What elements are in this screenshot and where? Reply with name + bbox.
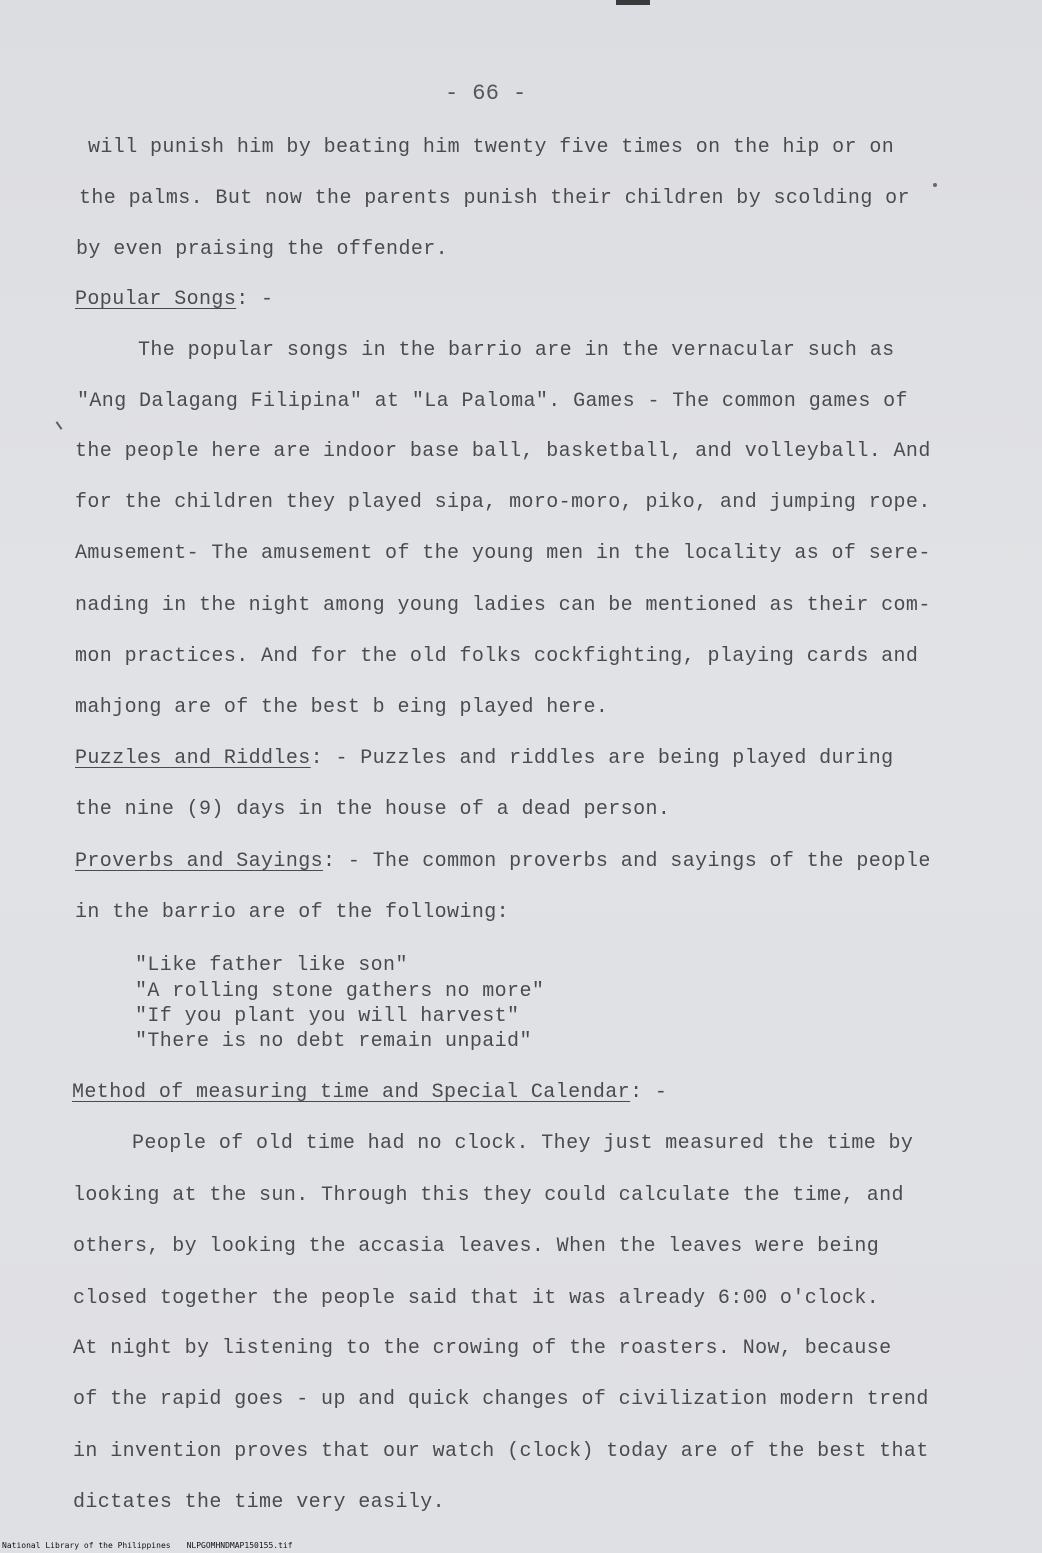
- proverb-quote: "Like father like son": [135, 954, 408, 977]
- text-line: "Ang Dalagang Filipina" at "La Paloma". Games - The common games of: [77, 390, 908, 413]
- footer-library: National Library of the Philippines: [2, 1541, 171, 1550]
- text-line: At night by listening to the crowing of the roasters. Now, because: [73, 1337, 892, 1360]
- text-line: looking at the sun. Through this they could calculate the time, and: [73, 1184, 904, 1207]
- text-line: The popular songs in the barrio are in the vernacular such as: [138, 339, 895, 362]
- heading-text: Puzzles and Riddles: [75, 747, 311, 770]
- heading-text: Popular Songs: [75, 288, 237, 311]
- heading-suffix: : - The common proverbs and sayings of the people: [323, 850, 931, 873]
- proverb-quote: "A rolling stone gathers no more": [135, 980, 545, 1003]
- proverb-quote: "There is no debt remain unpaid": [135, 1030, 532, 1053]
- text-line: in invention proves that our watch (clock) today are of the best that: [73, 1440, 929, 1463]
- section-heading-puzzles: [75, 747, 894, 771]
- text-line: nading in the night among young ladies can be mentioned as their com-: [75, 594, 931, 617]
- text-line: will punish him by beating him twenty five times on the hip or on: [88, 136, 895, 159]
- text-line: the nine (9) days in the house of a dead person.: [75, 798, 671, 821]
- section-heading-proverbs: [75, 850, 931, 874]
- heading-text: Proverbs and Sayings: [75, 850, 324, 873]
- proverb-quote: "If you plant you will harvest": [135, 1005, 520, 1028]
- text-line: of the rapid goes - up and quick changes of civilization modern trend: [73, 1388, 929, 1411]
- text-line: for the children they played sipa, moro-moro, piko, and jumping rope.: [75, 491, 931, 514]
- text-line: dictates the time very easily.: [73, 1491, 446, 1514]
- text-line: others, by looking the accasia leaves. When the leaves were being: [73, 1235, 880, 1258]
- page-number: - 66 -: [445, 81, 527, 106]
- paper-speck: [933, 183, 937, 187]
- heading-text: Method of measuring time and Special Calendar: [72, 1081, 631, 1104]
- section-heading-popular-songs: [75, 288, 273, 312]
- text-line: People of old time had no clock. They just measured the time by: [132, 1132, 914, 1155]
- text-line: the palms. But now the parents punish their children by scolding or: [79, 187, 910, 210]
- text-line: mon practices. And for the old folks cockfighting, playing cards and: [75, 645, 919, 668]
- text-line: Amusement- The amusement of the young men in the locality as of sere-: [75, 542, 931, 565]
- text-line: in the barrio are of the following:: [75, 901, 510, 924]
- scan-footer: [2, 1541, 309, 1550]
- footer-filename: NLPGOMHNDMAP150155.tif: [186, 1541, 293, 1550]
- stray-pen-mark: [56, 421, 63, 430]
- binding-mark: [616, 0, 650, 5]
- section-heading-time: [72, 1081, 667, 1105]
- text-line: mahjong are of the best b eing played here.: [75, 696, 609, 719]
- text-line: by even praising the offender.: [76, 238, 449, 261]
- text-line: closed together the people said that it was already 6:00 o'clock.: [73, 1287, 880, 1310]
- heading-suffix: : -: [630, 1081, 668, 1104]
- heading-suffix: : - Puzzles and riddles are being played during: [310, 747, 894, 770]
- heading-suffix: : -: [236, 288, 274, 311]
- text-line: the people here are indoor base ball, basketball, and volleyball. And: [75, 440, 931, 463]
